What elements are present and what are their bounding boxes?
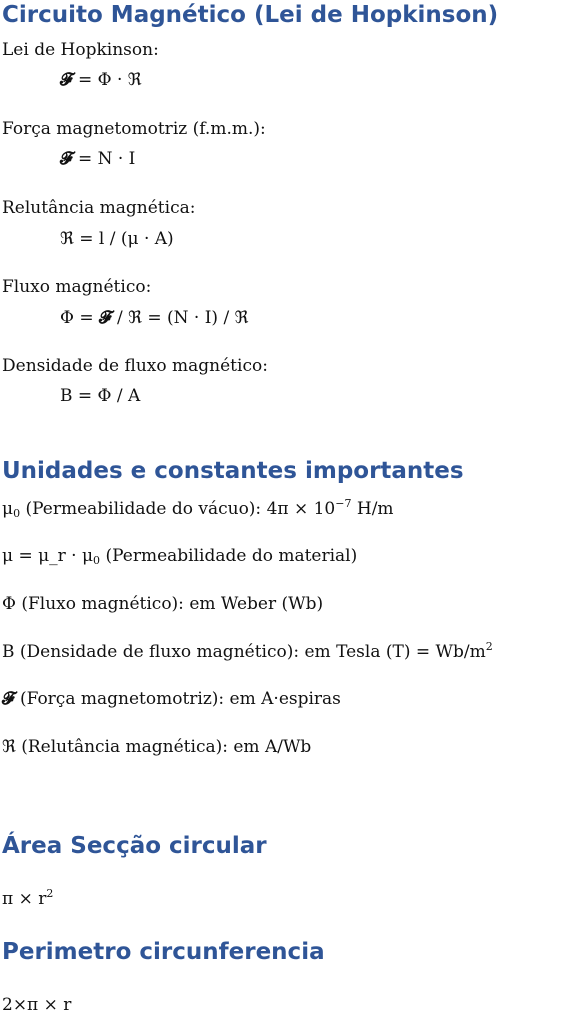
lei-formula-rest: = Φ · ℜ: [72, 70, 142, 90]
exponent: −7: [335, 497, 352, 510]
fmm-formula: [60, 148, 135, 170]
mu0-line: [2, 498, 394, 520]
exponent: 2: [46, 887, 54, 900]
exponent: 2: [485, 640, 493, 653]
fluxo-label: Fluxo magnético:: [2, 277, 152, 297]
b-line: [2, 641, 493, 663]
b-text: B (Densidade de fluxo magnético): em Tesla (T) = Wb/m: [2, 642, 486, 662]
fluxo-formula: [60, 307, 248, 329]
area-formula: [2, 888, 53, 910]
area-formula-text: π × r: [2, 889, 47, 909]
r-line: ℜ (Relutância magnética): em A/Wb: [2, 737, 312, 757]
f-line: [2, 688, 341, 710]
mu0-unit: H/m: [351, 499, 394, 519]
phi-line: Φ (Fluxo magnético): em Weber (Wb): [2, 594, 324, 614]
fluxo-formula-b: / ℜ = (N · I) / ℜ: [111, 308, 249, 328]
mu-tail: (Permeabilidade do material): [100, 546, 358, 566]
section-title-perimeter: Perimetro circunferencia: [2, 939, 325, 965]
mmf-symbol: 𝓕: [60, 70, 73, 90]
section-title-area: Área Secção circular: [2, 833, 267, 859]
densidade-label: Densidade de fluxo magnético:: [2, 356, 268, 376]
lei-label: Lei de Hopkinson:: [2, 40, 159, 60]
f-text: (Força magnetomotriz): em A·espiras: [14, 689, 341, 709]
fmm-formula-rest: = N · I: [72, 149, 136, 169]
relutancia-label: Relutância magnética:: [2, 198, 196, 218]
lei-formula: [60, 69, 142, 91]
mmf-symbol: 𝓕: [99, 308, 112, 328]
fmm-label: Força magnetomotriz (f.m.m.):: [2, 119, 266, 139]
section-title-hopkinson: Circuito Magnético (Lei de Hopkinson): [2, 2, 499, 28]
mu-symbol: μ: [2, 499, 14, 519]
subscript-zero: 0: [13, 507, 21, 520]
mu-line: [2, 545, 357, 567]
mmf-symbol: 𝓕: [2, 689, 15, 709]
subscript-zero: 0: [93, 554, 101, 567]
mu-text: μ = μ_r · μ: [2, 546, 94, 566]
relutancia-formula: ℜ = l / (μ · A): [60, 229, 174, 249]
mmf-symbol: 𝓕: [60, 149, 73, 169]
section-title-units: Unidades e constantes importantes: [2, 458, 464, 484]
perimeter-formula: 2×π × r: [2, 995, 72, 1015]
densidade-formula: B = Φ / A: [60, 386, 141, 406]
fluxo-formula-a: Φ =: [60, 308, 99, 328]
mu0-text: (Permeabilidade do vácuo): 4π × 10: [20, 499, 336, 519]
